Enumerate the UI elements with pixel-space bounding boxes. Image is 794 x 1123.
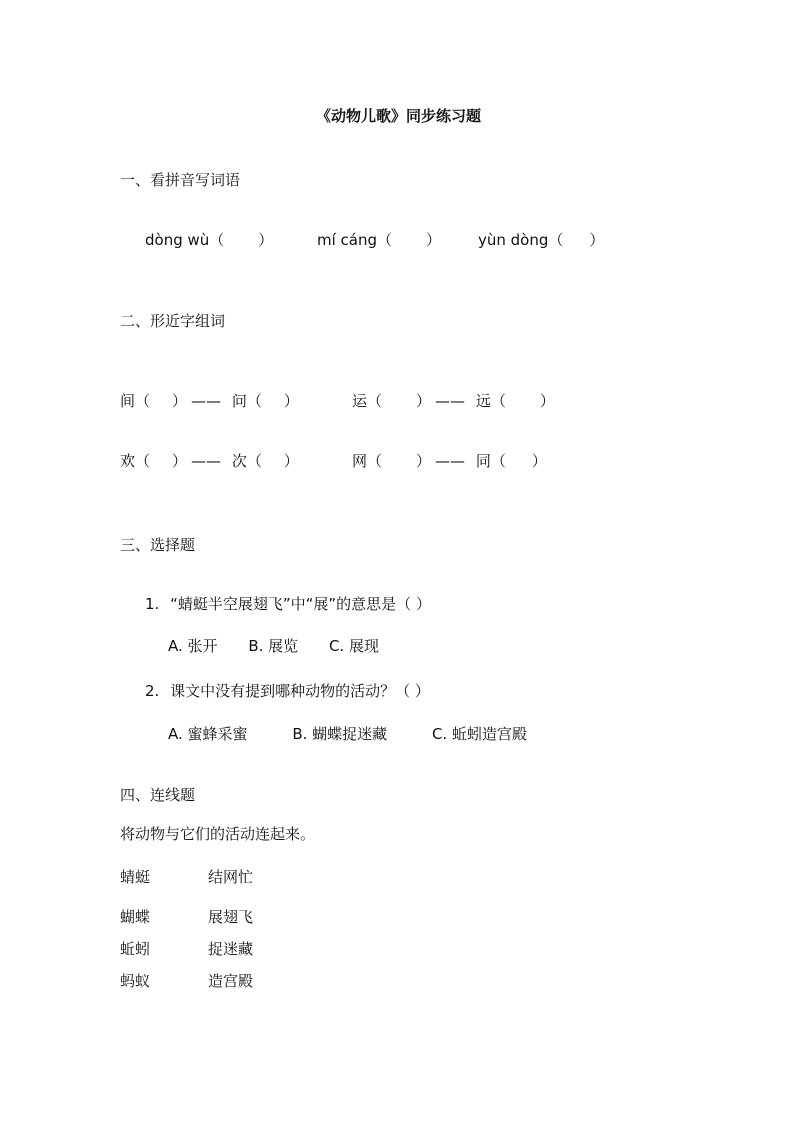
section-3-heading: 三、选择题 (120, 536, 196, 554)
open-paren: （ (490, 452, 506, 470)
activity-item[interactable]: 造宫殿 (208, 972, 254, 990)
question-text: 课文中没有提到哪种动物的活动？（ ） (170, 682, 430, 700)
close-paren: ） (416, 452, 432, 470)
animal-item[interactable]: 蝴蝶 (120, 908, 151, 926)
animal-item[interactable]: 蜻蜓 (120, 868, 151, 886)
similar-char-row-1 (120, 391, 299, 411)
dash: —— (191, 452, 222, 470)
open-paren: （ (209, 231, 225, 249)
open-paren: （ (367, 452, 383, 470)
option-b[interactable]: B. 蝴蝶捉迷藏 (292, 725, 388, 743)
dash: —— (191, 392, 222, 410)
open-paren: （ (377, 231, 393, 249)
section-2-heading: 二、形近字组词 (120, 312, 226, 330)
pinyin-text: yùn dòng (478, 231, 549, 249)
open-paren: （ (246, 392, 262, 410)
dash: —— (435, 392, 466, 410)
dash: —— (435, 452, 466, 470)
activity-item[interactable]: 捉迷藏 (208, 940, 254, 958)
question-1 (145, 594, 431, 614)
close-paren: ） (531, 452, 547, 470)
char: 问 (231, 392, 247, 410)
section-1-heading: 一、看拼音写词语 (120, 171, 241, 189)
open-paren: （ (246, 452, 262, 470)
option-c[interactable]: C. 展现 (328, 637, 379, 655)
close-paren: ） (283, 392, 299, 410)
char: 运 (352, 392, 368, 410)
animal-item[interactable]: 蚯蚓 (120, 940, 151, 958)
char: 次 (231, 452, 247, 470)
char: 同 (475, 452, 491, 470)
option-b[interactable]: B. 展览 (248, 637, 299, 655)
close-paren: ） (283, 452, 299, 470)
close-paren: ） (589, 231, 605, 249)
pinyin-item-2 (317, 230, 441, 250)
question-number: 1. (145, 595, 160, 613)
option-a[interactable]: A. 张开 (168, 637, 218, 655)
close-paren: ） (172, 452, 188, 470)
pinyin-text: dòng wù (145, 231, 210, 249)
char: 欢 (120, 452, 136, 470)
question-2 (145, 681, 430, 701)
close-paren: ） (416, 392, 432, 410)
animal-item[interactable]: 蚂蚁 (120, 972, 151, 990)
close-paren: ） (539, 392, 555, 410)
pinyin-item-1 (145, 230, 273, 250)
option-a[interactable]: A. 蜜蜂采蜜 (168, 725, 248, 743)
question-2-options (168, 724, 527, 744)
open-paren: （ (367, 392, 383, 410)
similar-char-row-1b (352, 391, 555, 411)
question-text: “蜻蜓半空展翅飞”中“展”的意思是（ ） (170, 595, 431, 613)
page-title: 《动物儿歌》同步练习题 (316, 107, 482, 125)
section-4-heading: 四、连线题 (120, 786, 196, 804)
similar-char-row-2 (120, 451, 299, 471)
char: 网 (352, 452, 368, 470)
pinyin-item-3 (478, 230, 604, 250)
char: 远 (475, 392, 491, 410)
open-paren: （ (135, 452, 151, 470)
close-paren: ） (258, 231, 274, 249)
open-paren: （ (135, 392, 151, 410)
matching-instruction: 将动物与它们的活动连起来。 (120, 825, 316, 843)
activity-item[interactable]: 展翅飞 (208, 908, 254, 926)
char: 间 (120, 392, 136, 410)
question-number: 2. (145, 682, 160, 700)
close-paren: ） (172, 392, 188, 410)
close-paren: ） (426, 231, 442, 249)
option-c[interactable]: C. 蚯蚓造宫殿 (431, 725, 527, 743)
activity-item[interactable]: 结网忙 (208, 868, 254, 886)
pinyin-text: mí cáng (317, 231, 378, 249)
question-1-options (168, 636, 379, 656)
open-paren: （ (548, 231, 564, 249)
open-paren: （ (490, 392, 506, 410)
similar-char-row-2b (352, 451, 547, 471)
